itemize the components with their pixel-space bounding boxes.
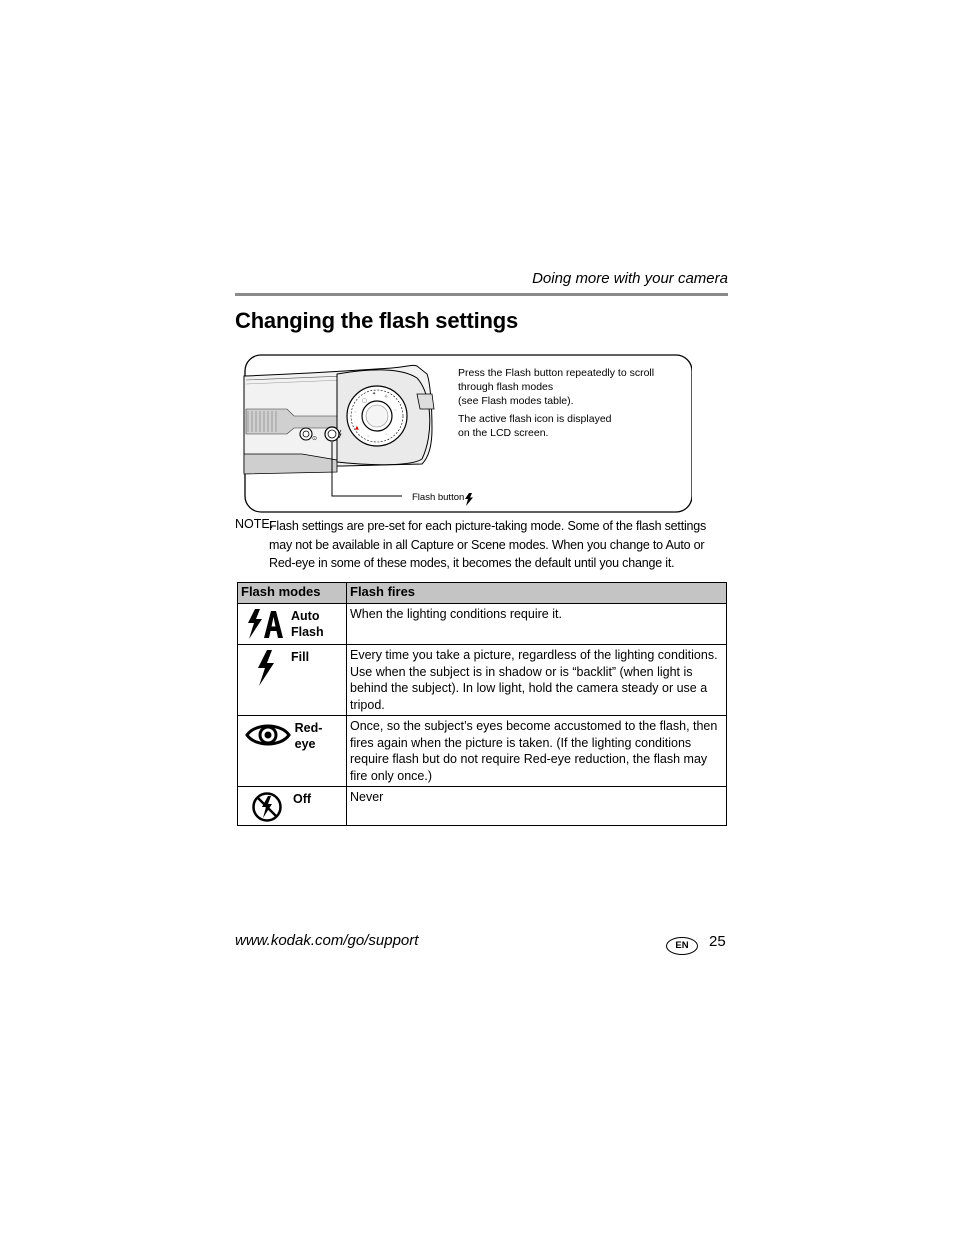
mode-name — [291, 647, 309, 665]
svg-text:✧: ✧ — [384, 394, 389, 400]
mode-name-line: Fill — [291, 650, 310, 664]
language-badge: EN — [666, 937, 698, 955]
flash-off-icon — [251, 791, 283, 823]
red-eye-icon — [245, 720, 291, 750]
table-header-row — [238, 583, 727, 604]
mode-name-line: Off — [293, 792, 312, 806]
callout-line: The active flash icon is displayed — [458, 413, 612, 425]
mode-cell — [238, 716, 347, 787]
svg-text:◦: ◦ — [394, 408, 397, 414]
header-rule — [235, 293, 728, 296]
camera-illustration — [242, 354, 692, 512]
column-header-fires: Flash fires — [347, 583, 727, 604]
table-row — [238, 787, 727, 826]
mode-description: Once, so the subject’s eyes become accustomed to the flash, then fires again when the picture is taken. (If the lighting conditions require flash but do not require Red-eye reduction, the flash may fire only once.) — [347, 716, 727, 787]
table-row — [238, 645, 727, 716]
svg-text:◦: ◦ — [367, 434, 370, 440]
mode-name — [291, 606, 324, 640]
fill-flash-icon — [254, 649, 278, 687]
svg-text:⊙: ⊙ — [312, 435, 318, 442]
mode-cell — [238, 604, 347, 645]
mode-name — [295, 718, 343, 752]
flash-button-label: Flash button — [412, 492, 465, 503]
note-label: NOTE: — [235, 517, 274, 531]
callout-line: through flash modes — [458, 381, 554, 393]
column-header-modes: Flash modes — [238, 583, 347, 604]
svg-text:◦: ◦ — [354, 410, 357, 416]
svg-text:◦: ◦ — [385, 432, 388, 438]
callout-line: (see Flash modes table). — [458, 395, 574, 407]
mode-description: When the lighting conditions require it. — [347, 604, 727, 645]
callout-press-flash — [458, 366, 683, 408]
support-url: www.kodak.com/go/support — [235, 932, 419, 949]
mode-description: Every time you take a picture, regardless of the lighting conditions. Use when the subject is in shadow or is “backlit” (when light is behind the subject). In low light, hold the camera steady or use a tripod. — [347, 645, 727, 716]
mode-name — [293, 789, 311, 807]
page-title: Changing the flash settings — [235, 308, 519, 333]
mode-cell — [238, 787, 347, 826]
page-number: 25 — [709, 933, 726, 950]
mode-name-line: Red-eye — [294, 721, 323, 751]
lightning-icon — [464, 493, 474, 506]
mode-name-line: Auto — [291, 609, 320, 623]
mode-cell — [238, 645, 347, 716]
flash-modes-table — [237, 582, 727, 826]
callout-active-icon — [458, 412, 683, 440]
mode-description: Never — [347, 787, 727, 826]
mode-name-line: Flash — [291, 625, 324, 639]
section-header: Doing more with your camera — [532, 270, 728, 287]
table-row — [238, 604, 727, 645]
svg-text:▲: ▲ — [355, 425, 359, 431]
callout-line: Press the Flash button repeatedly to scroll — [458, 367, 655, 379]
svg-text:▢: ▢ — [362, 398, 367, 404]
callout-line: on the LCD screen. — [458, 427, 549, 439]
svg-text:✦: ✦ — [372, 391, 377, 397]
auto-flash-icon — [246, 608, 286, 640]
note-text: Flash settings are pre-set for each picture-taking mode. Some of the flash settings may not be available in all Capture or Scene modes. When you change to Auto or Red-eye in some of these modes, it becomes the default until you change it. — [269, 519, 707, 570]
table-row — [238, 716, 727, 787]
